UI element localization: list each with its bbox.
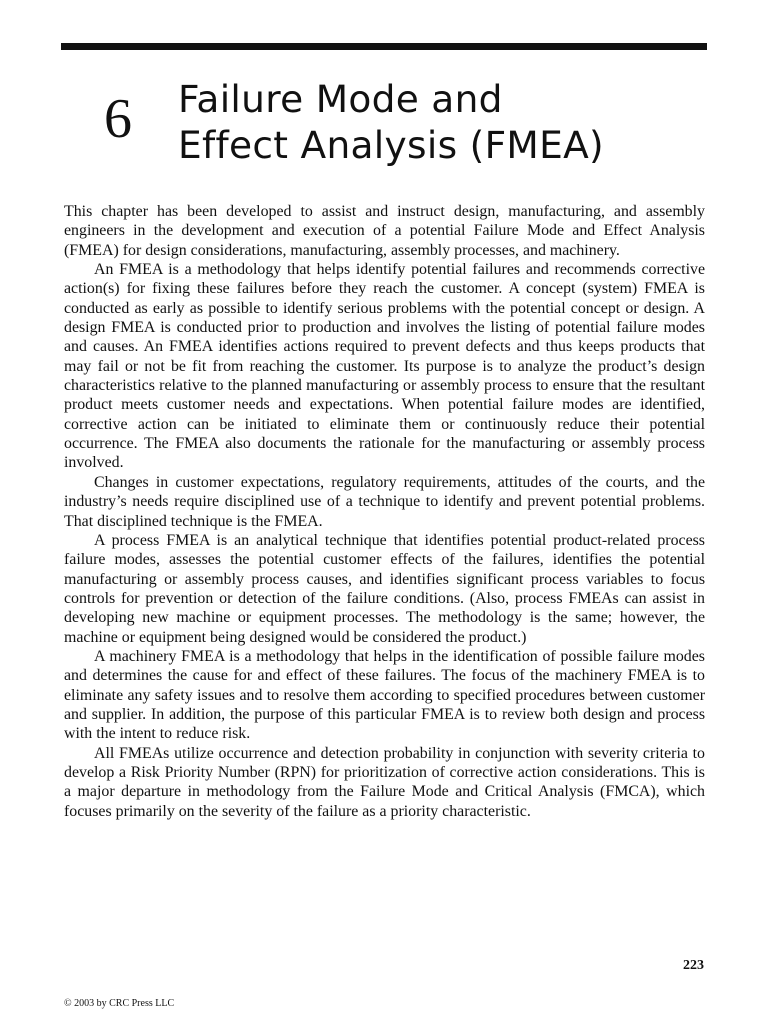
- chapter-title: [178, 76, 604, 168]
- paragraph-machinery-fmea: A machinery FMEA is a methodology that helps in the identification of possible failure modes and determines the cause for and effect of these failures. The focus of the machinery FMEA is to eliminate any safety issues and to resolve them according to specified procedures between customer and supplier. In addition, the purpose of this particular FMEA is to review both design and process with the intent to reduce risk.: [64, 647, 705, 743]
- chapter-top-rule: [61, 43, 707, 50]
- paragraph-customer-expectations: Changes in customer expectations, regulatory requirements, attitudes of the courts, and the industry’s needs require disciplined use of a technique to identify and prevent potential problems. That disciplined technique is the FMEA.: [64, 473, 705, 530]
- chapter-body: [64, 202, 705, 821]
- page-number: 223: [683, 958, 704, 973]
- paragraph-process-fmea: A process FMEA is an analytical technique that identifies potential product-related process failure modes, assesses the potential customer effects of the failures, identifies the potential manufacturing or assembly process causes, and identifies significant process variables to focus controls for prevention or detection of the failure conditions. (Also, process FMEAs can assist in developing new machine or equipment processes. The methodology is the same; however, the machine or equipment being designed would be considered the product.): [64, 531, 705, 646]
- paragraph-rpn: All FMEAs utilize occurrence and detection probability in conjunction with severity criteria to develop a Risk Priority Number (RPN) for prioritization of corrective action considerations. This is a major departure in methodology from the Failure Mode and Critical Analysis (FMCA), which focuses primarily on the severity of the failure as a priority characteristic.: [64, 744, 705, 820]
- chapter-title-line-1: Failure Mode and: [178, 77, 503, 121]
- chapter-title-line-2: Effect Analysis (FMEA): [178, 123, 604, 167]
- paragraph-fmea-definition: An FMEA is a methodology that helps identify potential failures and recommends corrective action(s) for fixing these failures before they reach the customer. A concept (system) FMEA is conducted as early as possible to identify serious problems with the potential concept or design. A design FMEA is conducted prior to production and involves the listing of potential failure modes and causes. An FMEA identifies actions required to prevent defects and thus keeps products that may fail or not be fit from reaching the customer. Its purpose is to analyze the product’s design characteristics relative to the planned manufacturing or assembly process to ensure that the resultant product meets customer needs and expectations. When potential failure modes are identified, corrective action can be initiated to eliminate them or continuously reduce their potential occurrence. The FMEA also documents the rationale for the manufacturing or assembly process involved.: [64, 261, 705, 472]
- chapter-number: 6: [104, 88, 132, 150]
- paragraph-intro: This chapter has been developed to assist and instruct design, manufacturing, and assembly engineers in the development and execution of a potential Failure Mode and Effect Analysis (FMEA) for design considerations, manufacturing, assembly processes, and machinery.: [64, 203, 705, 259]
- copyright-notice: © 2003 by CRC Press LLC: [64, 998, 175, 1009]
